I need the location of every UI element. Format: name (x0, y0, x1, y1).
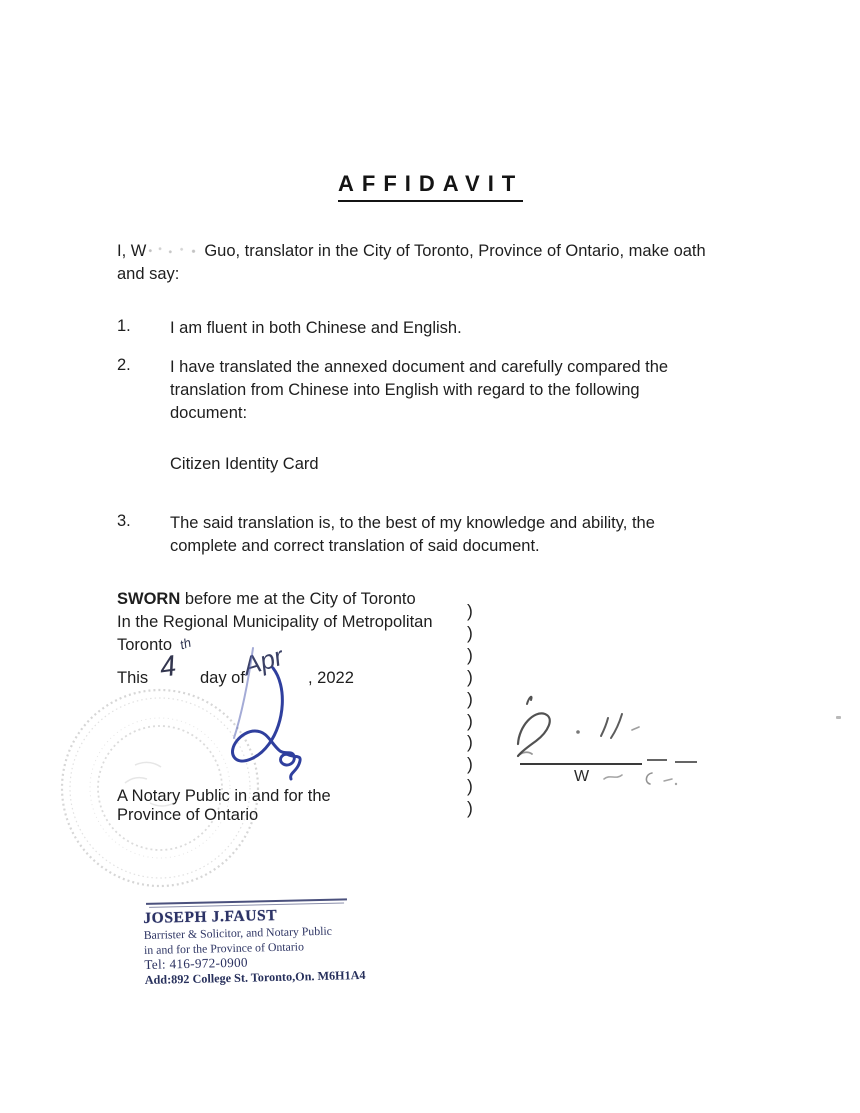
item-2-line2: translation from Chinese into English with regard to the following (170, 381, 640, 399)
item-2-line1: I have translated the annexed document and carefully compared the (170, 358, 669, 376)
jurat-paren: ) (467, 666, 473, 687)
intro-line1 (117, 240, 737, 263)
translator-signature-ink (512, 688, 702, 768)
jurat-paren: ) (467, 601, 473, 621)
item-3-line2: complete and correct translation of said document. (170, 537, 540, 555)
signature-line-dash (647, 759, 667, 761)
date-connector: day of (200, 669, 245, 687)
notary-caption-line1: A Notary Public in and for the (117, 787, 331, 805)
item-3-number: 3. (117, 512, 131, 530)
jurat-line1 (117, 588, 487, 611)
jurat-paren: ) (467, 798, 473, 819)
handwritten-month: Apr (239, 640, 287, 682)
erased-name-smudge (146, 242, 200, 256)
subject-document: Citizen Identity Card (170, 455, 319, 473)
jurat-paren: ) (467, 644, 473, 665)
stamp-title-line: Barrister & Solicitor, and Notary Public (143, 923, 333, 942)
jurat-paren: ) (467, 776, 473, 797)
jurat-paren: ) (467, 754, 473, 775)
item-2-line3: document: (170, 404, 248, 422)
date-year: , 2022 (308, 669, 354, 687)
jurat-line2: In the Regional Municipality of Metropolitan (117, 613, 433, 631)
jurat-paren: ) (467, 688, 473, 709)
item-2-text (170, 356, 715, 425)
stamp-notary-name: JOSEPH J.FAUST (143, 906, 278, 927)
notary-caption-line2: Province of Ontario (117, 806, 259, 824)
item-2-number: 2. (117, 356, 131, 374)
sworn-word: SWORN (117, 590, 181, 608)
jurat-parens-column (467, 601, 473, 820)
notary-caption (117, 787, 331, 825)
sworn-rest: before me at the City of Toronto (180, 590, 416, 608)
item-3-text (170, 512, 710, 558)
item-1-number: 1. (117, 317, 131, 335)
signatory-name-erased-marks (560, 765, 700, 793)
affidavit-title: AFFIDAVIT (338, 171, 523, 202)
intro-line2: and say: (117, 265, 180, 283)
signature-line-dash (675, 761, 697, 763)
scan-speck (836, 716, 841, 719)
jurat-paren: ) (467, 622, 473, 643)
item-1-text: I am fluent in both Chinese and English. (170, 319, 462, 337)
intro-line1-post: Guo, translator in the City of Toronto, Province of Ontario, make oath (204, 242, 706, 260)
jurat-paren: ) (467, 710, 473, 731)
notary-info-stamp (143, 898, 375, 988)
stamp-jurisdiction-line: in and for the Province of Ontario (143, 938, 305, 957)
affidavit-title-wrap (338, 171, 523, 197)
date-prefix: This (117, 669, 149, 687)
item-3-line1: The said translation is, to the best of my knowledge and ability, the (170, 514, 655, 532)
notary-signature-ink (193, 638, 338, 793)
signatory-name-partial: W (574, 768, 590, 785)
stamp-address-line: Add:892 College St. Toronto,On. M6H1A4 (144, 967, 366, 987)
jurat-paren: ) (467, 732, 473, 753)
jurat-line3: Toronto (117, 636, 173, 654)
intro-line1-pre: I, W (117, 242, 147, 260)
stamp-tel-line: Tel: 416-972-0900 (144, 954, 248, 972)
handwritten-day: 4 (157, 650, 179, 684)
handwritten-day-suffix: th (177, 634, 193, 653)
intro-paragraph (117, 240, 737, 286)
